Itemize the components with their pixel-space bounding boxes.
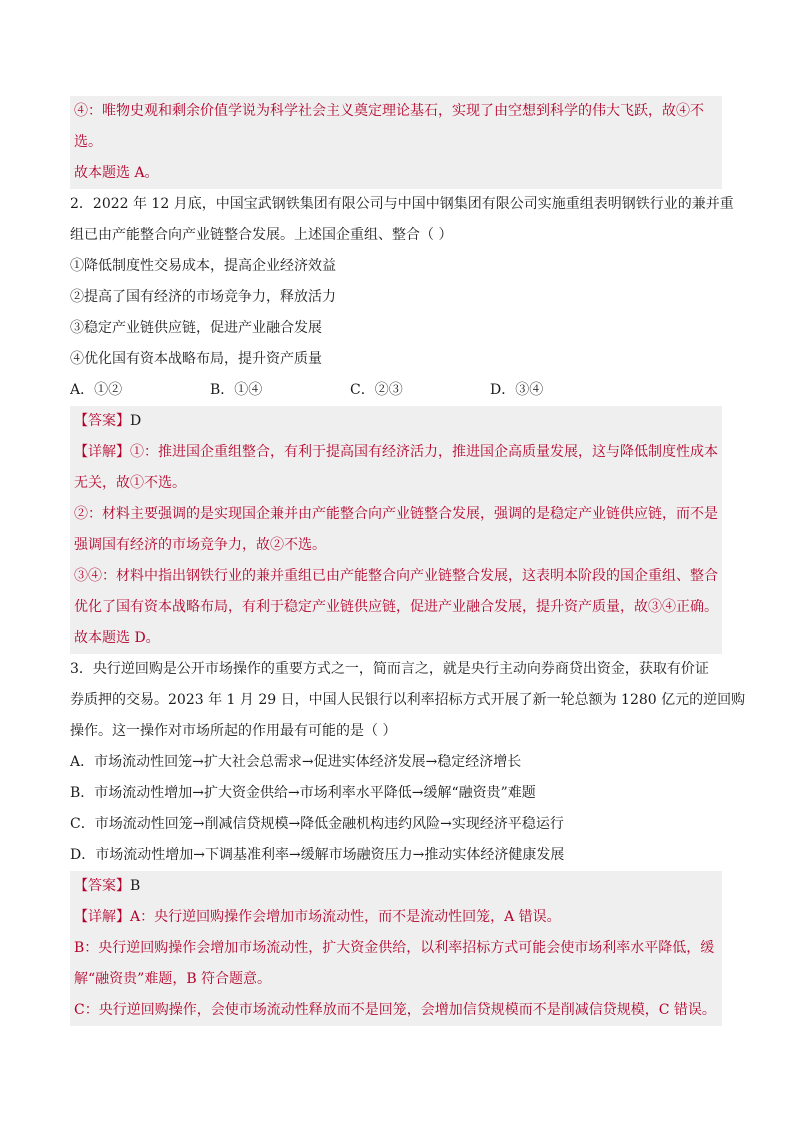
option-c: C．②③: [350, 382, 403, 398]
detail-line: ③④：材料中指出钢铁行业的兼并重组已由产能整合向产业链整合发展，这表明本阶段的国企重组、整合: [74, 568, 718, 584]
answer-options: [70, 375, 722, 406]
detail-line: B：央行逆回购操作会增加市场流动性，扩大资金供给，以利率招标方式可能会使市场利率水平降低，缓: [74, 940, 715, 956]
question-3: [70, 654, 746, 871]
answer-value: D: [130, 413, 142, 429]
question-stem: 券质押的交易。2023 年 1 月 29 日，中国人民银行以利率招标方式开展了新一轮总额为 1280 亿元的逆回购: [70, 692, 746, 708]
statement-item: ④优化国有资本战略布局，提升资产质量: [70, 351, 322, 367]
q3-answer-block: [70, 871, 722, 1026]
detail-line: C：央行逆回购操作，会使市场流动性释放而不是回笼，会增加信贷规模而不是削减信贷规模，C 错误。: [74, 1002, 716, 1018]
detail-line: 选。: [74, 134, 102, 150]
conclusion-line: 故本题选 A。: [74, 165, 159, 181]
detail-line: ④：唯物史观和剩余价值学说为科学社会主义奠定理论基石，实现了由空想到科学的伟大飞跃，故④不: [74, 103, 704, 119]
detail-line: 无关，故①不选。: [74, 475, 186, 491]
document-content: [70, 96, 746, 1026]
option-d: D．③④: [490, 382, 544, 398]
option-d: D．市场流动性增加→下调基准利率→缓解市场融资压力→推动实体经济健康发展: [70, 847, 565, 863]
statement-item: ②提高了国有经济的市场竞争力，释放活力: [70, 289, 336, 305]
detail-line: 强调国有经济的市场竞争力，故②不选。: [74, 537, 326, 553]
question-stem: 2．2022 年 12 月底，中国宝武钢铁集团有限公司与中国中钢集团有限公司实施重组表明钢铁行业的兼并重: [70, 196, 734, 212]
answer-label: 【答案】: [74, 413, 130, 429]
detail-label: 【详解】: [74, 909, 130, 925]
detail-text: A：央行逆回购操作会增加市场流动性，而不是流动性回笼，A 错误。: [130, 909, 561, 925]
detail-line: ②：材料主要强调的是实现国企兼并由产能整合向产业链整合发展，强调的是稳定产业链供应链，而不是: [74, 506, 718, 522]
detail-text: ①：推进国企重组整合，有利于提高国有经济活力，推进国企高质量发展，这与降低制度性成本: [130, 444, 718, 460]
option-c: C．市场流动性回笼→削减信贷规模→降低金融机构违约风险→实现经济平稳运行: [70, 816, 564, 832]
question-2: [70, 189, 734, 406]
detail-line: 解“融资贵”难题，B 符合题意。: [74, 971, 272, 987]
option-b: B．①④: [210, 382, 263, 398]
option-a: A．①②: [70, 382, 123, 398]
option-a: A．市场流动性回笼→扩大社会总需求→促进实体经济发展→稳定经济增长: [70, 754, 522, 770]
detail-line: 优化了国有资本战略布局，有利于稳定产业链供应链，促进产业融合发展，提升资产质量，故③④正确。: [74, 599, 718, 615]
detail-line: [70, 902, 722, 933]
detail-label: 【详解】: [74, 444, 130, 460]
detail-line: [70, 437, 722, 468]
question-stem: 3．央行逆回购是公开市场操作的重要方式之一，简而言之，就是央行主动向券商贷出资金，获取有价证: [70, 661, 709, 677]
answer-line: [70, 406, 722, 437]
q2-answer-block: [70, 406, 722, 654]
conclusion-line: 故本题选 D。: [74, 630, 160, 646]
statement-item: ③稳定产业链供应链，促进产业融合发展: [70, 320, 322, 336]
q1-detail-block: [70, 96, 722, 189]
question-stem: 操作。这一操作对市场所起的作用最有可能的是（ ）: [70, 723, 397, 739]
answer-value: B: [130, 878, 141, 894]
answer-label: 【答案】: [74, 878, 130, 894]
option-b: B．市场流动性增加→扩大资金供给→市场利率水平降低→缓解“融资贵”难题: [70, 785, 536, 801]
statement-item: ①降低制度性交易成本，提高企业经济效益: [70, 258, 336, 274]
question-stem: 组已由产能整合向产业链整合发展。上述国企重组、整合（ ）: [70, 227, 453, 243]
answer-line: [70, 871, 722, 902]
